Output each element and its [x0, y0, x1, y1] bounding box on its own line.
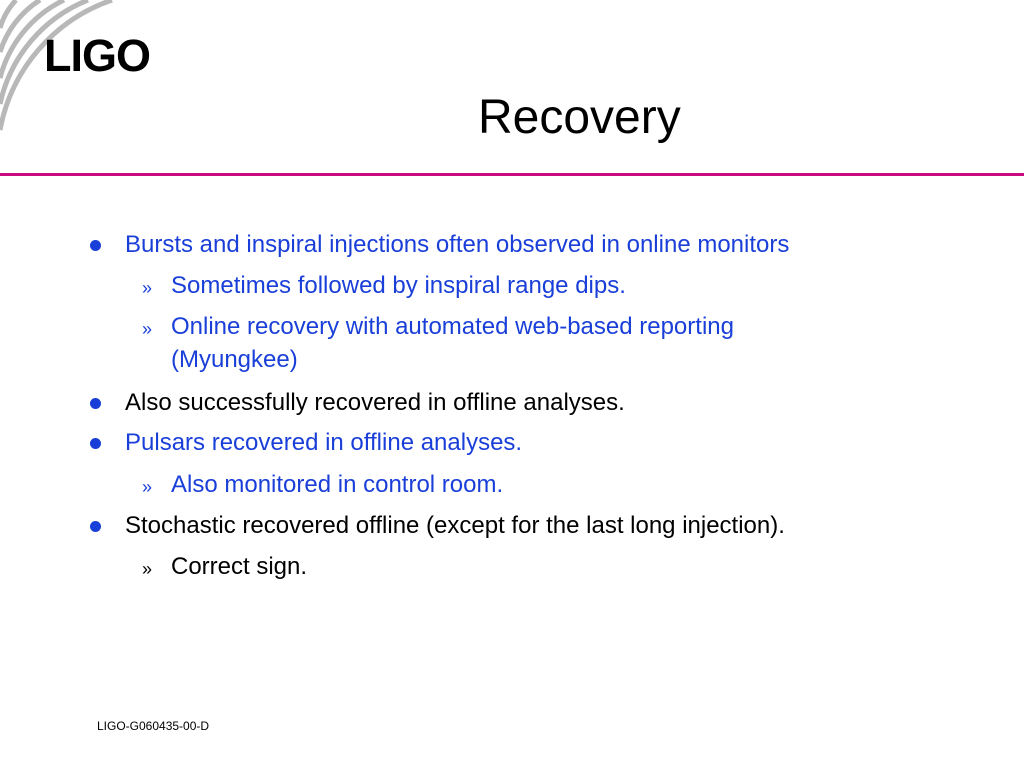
- slide-title: Recovery: [478, 91, 681, 144]
- bullet-dot-icon: [90, 438, 101, 449]
- bullet-chevron: »: [142, 278, 153, 298]
- logo-text: LIGO: [44, 30, 150, 81]
- list-item: Sometimes followed by inspiral range dips.: [171, 272, 626, 299]
- list-item: Stochastic recovered offline (except for the last long injection).: [125, 512, 785, 539]
- list-item: Also successfully recovered in offline analyses.: [125, 389, 625, 416]
- bullet-chevron: »: [142, 559, 153, 579]
- footer-doc-id: LIGO-G060435-00-D: [97, 719, 210, 733]
- bullet-dot-icon: [90, 240, 101, 251]
- list-item: Also monitored in control room.: [171, 471, 504, 498]
- list-item: Bursts and inspiral injections often observed in online monitors: [125, 231, 790, 258]
- bullet-chevron: »: [142, 319, 153, 339]
- bullet-dot-icon: [90, 398, 101, 409]
- bullet-dot-icon: [90, 521, 101, 532]
- list-item: Online recovery with automated web-based reporting: [171, 313, 734, 340]
- list-item-continuation: (Myungkee): [171, 346, 298, 373]
- list-item: Pulsars recovered in offline analyses.: [125, 429, 523, 456]
- bullet-chevron: »: [142, 477, 153, 497]
- list-item: Correct sign.: [171, 553, 308, 580]
